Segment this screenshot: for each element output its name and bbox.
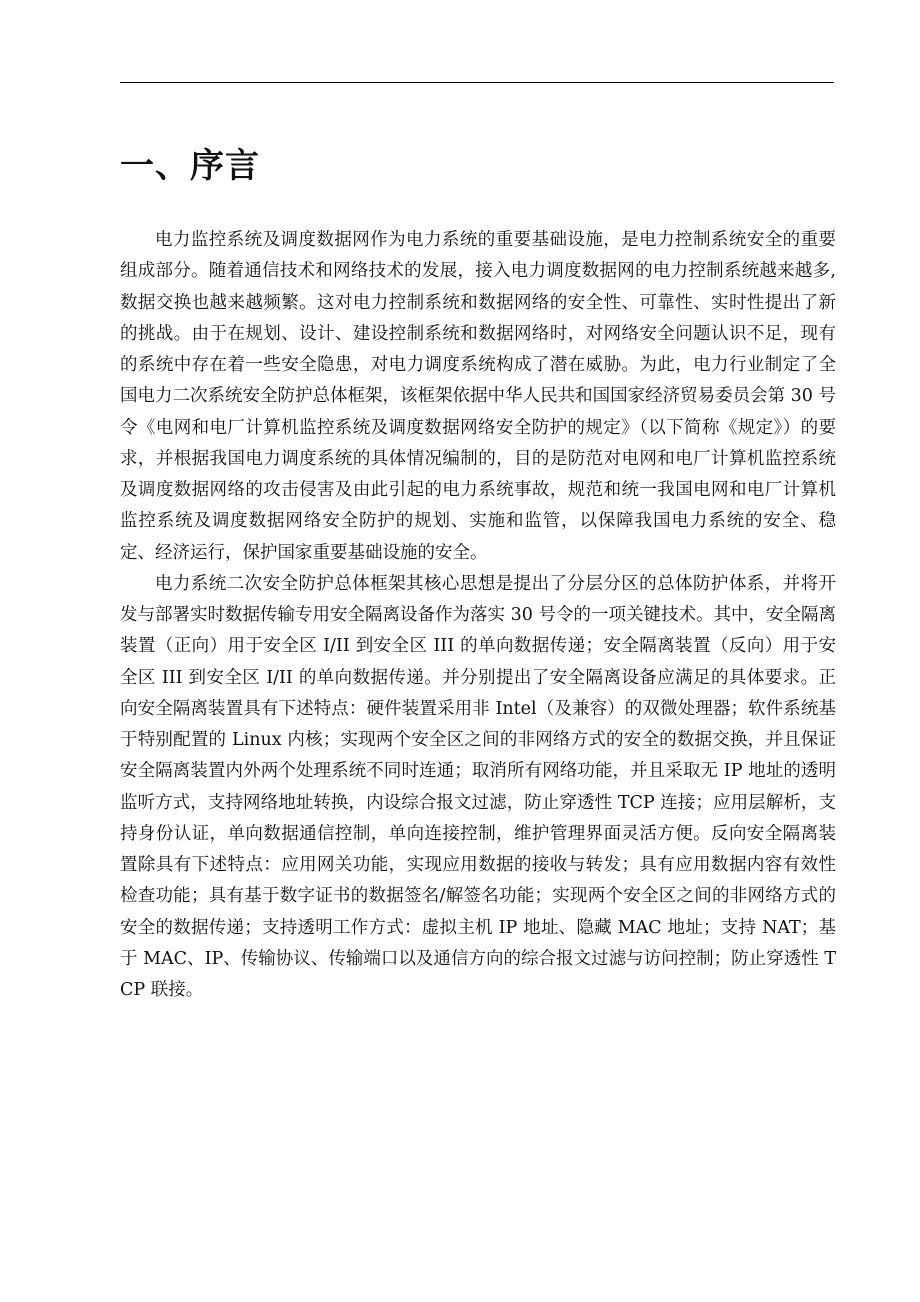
body-text xyxy=(120,225,836,1006)
header-rule xyxy=(120,82,834,83)
paragraph-framework: 电力系统二次安全防护总体框架其核心思想是提出了分层分区的总体防护体系，并将开发与部署实时数据传输专用安全隔离设备作为落实 30 号令的一项关键技术。其中，安全隔离装置（正向）用于安全区 I/II 到安全区 III 的单向数据传递；安全隔离装置（反向）用于安全区 III 到安全区 I/II 的单向数据传递。并分别提出了安全隔离设备应满足的具体要求。正向安全隔离装置具有下述特点：硬件装置采用非 Intel（及兼容）的双微处理器；软件系统基于特别配置的 Linux 内核；实现两个安全区之间的非网络方式的安全的数据交换，并且保证安全隔离装置内外两个处理系统不同时连通；取消所有网络功能，并且采取无 IP 地址的透明监听方式，支持网络地址转换，内设综合报文过滤，防止穿透性 TCP 连接；应用层解析，支持身份认证，单向数据通信控制，单向连接控制，维护管理界面灵活方便。反向安全隔离装置除具有下述特点：应用网关功能，实现应用数据的接收与转发；具有应用数据内容有效性检查功能；具有基于数字证书的数据签名/解签名功能；实现两个安全区之间的非网络方式的安全的数据传递；支持透明工作方式：虚拟主机 IP 地址、隐藏 MAC 地址；支持 NAT；基于 MAC、IP、传输协议、传输端口以及通信方向的综合报文过滤与访问控制；防止穿透性 TCP 联接。 xyxy=(120,573,836,1000)
section-title: 一、序言 xyxy=(120,146,260,186)
paragraph-intro: 电力监控系统及调度数据网作为电力系统的重要基础设施，是电力控制系统安全的重要组成部分。随着通信技术和网络技术的发展，接入电力调度数据网的电力控制系统越来越多,数据交换也越来越频繁。这对电力控制系统和数据网络的安全性、可靠性、实时性提出了新的挑战。由于在规划、设计、建设控制系统和数据网络时，对网络安全问题认识不足，现有的系统中存在着一些安全隐患，对电力调度系统构成了潜在威胁。为此，电力行业制定了全国电力二次系统安全防护总体框架，该框架依据中华人民共和国国家经济贸易委员会第 30 号令《电网和电厂计算机监控系统及调度数据网络安全防护的规定》（以下简称《规定》）的要求，并根据我国电力调度系统的具体情况编制的，目的是防范对电网和电厂计算机监控系统及调度数据网络的攻击侵害及由此引起的电力系统事故，规范和统一我国电网和电厂计算机监控系统及调度数据网络安全防护的规划、实施和监管，以保障我国电力系统的安全、稳定、经济运行，保护国家重要基础设施的安全。 xyxy=(120,230,836,563)
